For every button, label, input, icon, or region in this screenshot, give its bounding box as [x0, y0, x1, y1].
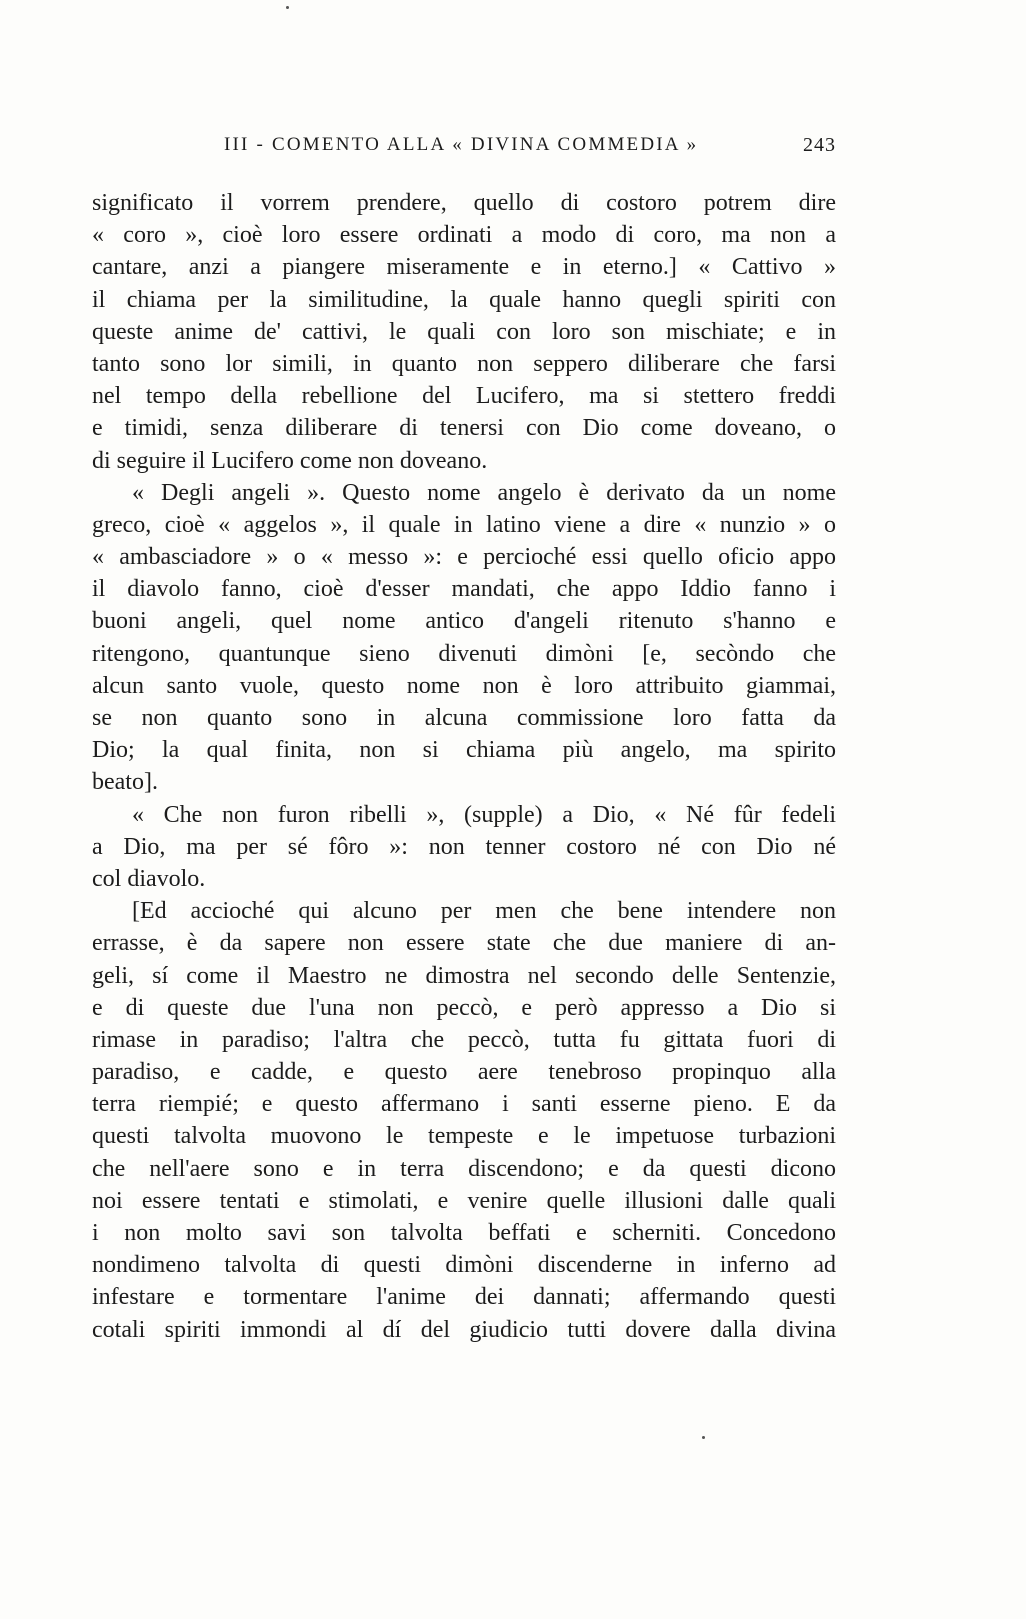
text-line: rimase in paradiso; l'altra che peccò, tutta fu gittata fuori di — [92, 1026, 836, 1053]
text-line: greco, cioè « aggelos », il quale in latino viene a dire « nunzio » o — [92, 511, 836, 538]
text-line: errasse, è da sapere non essere state che due maniere di an- — [92, 930, 836, 957]
text-line: tanto sono lor simili, in quanto non seppero diliberare che farsi — [92, 350, 836, 377]
text-line: « ambasciadore » o « messo »: e percioché essi quello oficio appo — [92, 544, 836, 571]
body-text — [92, 187, 836, 1346]
text-line: geli, sí come il Maestro ne dimostra nel secondo delle Sentenzie, — [92, 962, 836, 989]
text-line: « coro », cioè loro essere ordinati a modo di coro, ma non a — [92, 222, 836, 249]
text-line: significato il vorrem prendere, quello di costoro potrem dire — [92, 190, 836, 216]
text-line: il chiama per la similitudine, la quale hanno quegli spiriti con — [92, 286, 836, 313]
text-line: paradiso, e cadde, e questo aere tenebroso propinquo alla — [92, 1059, 836, 1086]
text-line: buoni angeli, quel nome antico d'angeli ritenuto s'hanno e — [92, 608, 836, 635]
text-line: infestare e tormentare l'anime dei dannati; affermando questi — [92, 1284, 836, 1311]
text-line: col diavolo. — [92, 865, 206, 892]
text-line: alcun santo vuole, questo nome non è loro attribuito giammai, — [92, 672, 836, 699]
running-head — [92, 134, 836, 164]
text-line: cantare, anzi a piangere miseramente e in eterno.] « Cattivo » — [92, 254, 836, 281]
text-line: nel tempo della rebellione del Lucifero, ma si stettero freddi — [92, 383, 836, 410]
text-line: « Che non furon ribelli », (supple) a Dio, « Né fûr fedeli — [132, 801, 836, 828]
text-line: questi talvolta muovono le tempeste e le impetuose turbazioni — [92, 1123, 836, 1150]
text-line: che nell'aere sono e in terra discendono; e da questi dicono — [92, 1155, 836, 1182]
text-line: nondimeno talvolta di questi dimòni discenderne in inferno ad — [92, 1252, 836, 1279]
page-number: 243 — [803, 134, 836, 156]
text-line: [Ed accioché qui alcuno per men che bene intendere non — [132, 898, 836, 925]
print-speck — [702, 1436, 705, 1439]
text-line: di seguire il Lucifero come non doveano. — [92, 447, 488, 474]
print-speck — [286, 6, 289, 9]
text-line: terra riempié; e questo affermano i santi esserne pieno. E da — [92, 1091, 836, 1118]
text-line: il diavolo fanno, cioè d'esser mandati, che appo Iddio fanno i — [92, 576, 836, 603]
text-line: noi essere tentati e stimolati, e venire quelle illusioni dalle quali — [92, 1187, 836, 1214]
text-line: se non quanto sono in alcuna commissione loro fatta da — [92, 705, 836, 731]
text-line: a Dio, ma per sé fôro »: non tenner costoro né con Dio né — [92, 833, 836, 860]
text-line: e di queste due l'una non peccò, e però appresso a Dio si — [92, 994, 836, 1021]
text-line: i non molto savi son talvolta beffati e scherniti. Concedono — [92, 1220, 836, 1246]
text-line: ritengono, quantunque sieno divenuti dimòni [e, secòndo che — [92, 640, 836, 667]
text-line: e timidi, senza diliberare di tenersi con Dio come doveano, o — [92, 415, 836, 442]
text-line: queste anime de' cattivi, le quali con loro son mischiate; e in — [92, 318, 836, 345]
text-line: beato]. — [92, 769, 158, 796]
running-title: III - COMENTO ALLA « DIVINA COMMEDIA » — [224, 134, 699, 155]
text-line: Dio; la qual finita, non si chiama più angelo, ma spirito — [92, 737, 836, 764]
text-line: cotali spiriti immondi al dí del giudicio tutti dovere dalla divina — [92, 1316, 836, 1343]
text-line: « Degli angeli ». Questo nome angelo è derivato da un nome — [132, 479, 836, 506]
